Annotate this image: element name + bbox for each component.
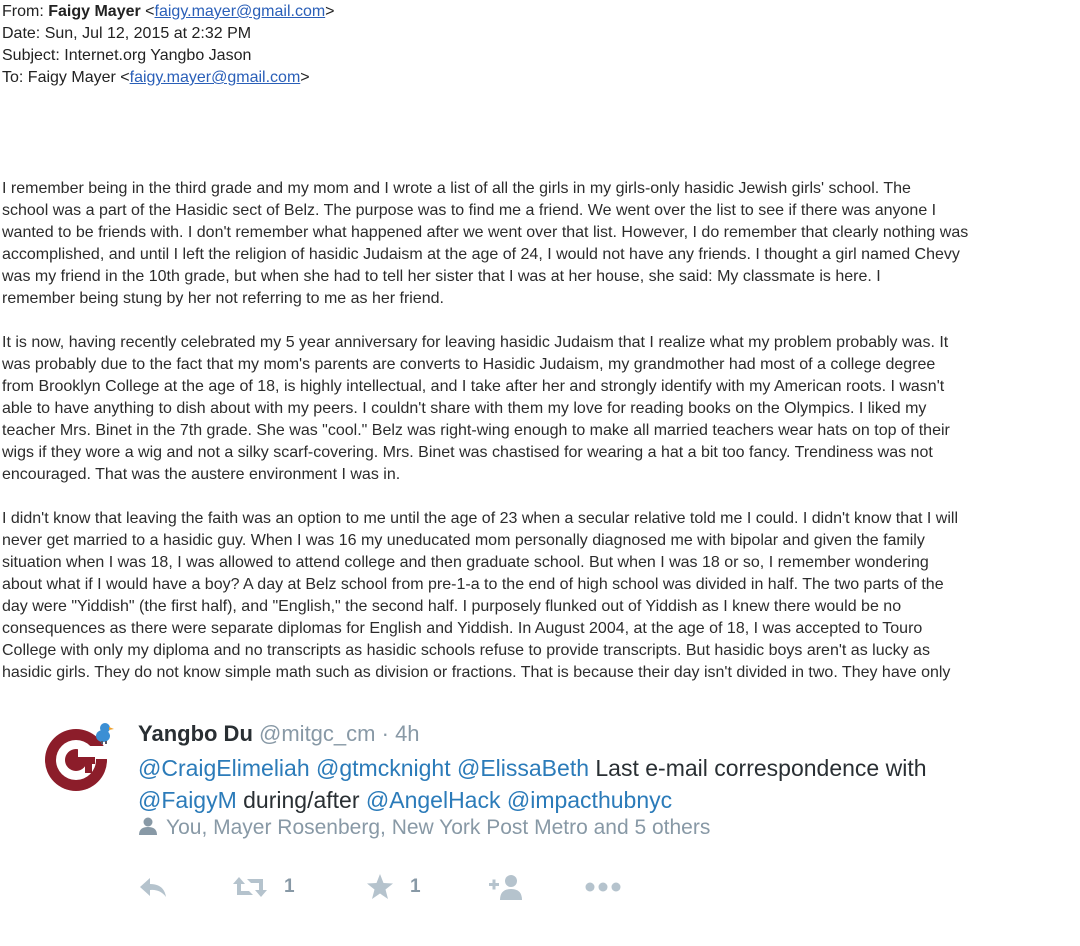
mention-link[interactable]: @FaigyM (138, 787, 237, 813)
tweet-card (0, 684, 1080, 946)
header-separator: · (381, 721, 389, 746)
tweet-text-segment: during/after (243, 787, 360, 813)
tweet-header (138, 720, 420, 748)
body-line: able to have anything to dish about with my peers. I couldn't share with them my love for reading books on the Olympics. I liked my (2, 400, 927, 417)
body-line: accomplished, and until I left the religion of hasidic Judaism at the age of 24, I would not have any friends. I thought a girl named Chevy (2, 246, 960, 263)
mention-link[interactable]: @CraigElimeliah (138, 755, 310, 781)
body-line: day were "Yiddish" (the first half), and "English," the second half. I purposely flunked out of Yiddish as I knew there would be no (2, 598, 902, 615)
from-address-link[interactable]: faigy.mayer@gmail.com (154, 3, 326, 20)
body-line: from Brooklyn College at the age of 18, is highly intellectual, and I take after her and strongly identify with my American roots. I wasn't (2, 378, 945, 395)
body-line: encouraged. That was the austere environment I was in. (2, 466, 401, 483)
retweet-count: 1 (284, 876, 295, 897)
body-line: I didn't know that leaving the faith was an option to me until the age of 23 when a secular relative told me I could. I didn't know that I will (2, 510, 958, 527)
tweet-context-line[interactable] (138, 814, 710, 842)
mention-link[interactable]: @impacthubnyc (506, 787, 673, 813)
body-line: was probably due to the fact that my mom's parents are converts to Hasidic Judaism, my grandmother had most of a college degree (2, 356, 936, 373)
email-paragraph-3 (2, 508, 1078, 684)
to-open-bracket: < (120, 69, 130, 86)
tweet-text-segment: Last e-mail correspondence with (595, 755, 927, 781)
from-close-bracket: > (325, 3, 335, 20)
email-paragraph-2 (2, 332, 1078, 486)
to-address-link[interactable]: faigy.mayer@gmail.com (129, 69, 301, 86)
body-line: about what if I would have a boy? A day at Belz school from pre-1-a to the end of high school was divided in half. The two parts of the (2, 576, 944, 593)
to-close-bracket: > (300, 69, 310, 86)
body-line: remember being stung by her not referring to me as her friend. (2, 290, 444, 307)
bird-badge-icon (92, 720, 114, 744)
more-dots-icon (584, 881, 622, 893)
email-to-row (2, 68, 310, 88)
favorite-count: 1 (410, 876, 421, 897)
mention-link[interactable]: @gtmcknight (316, 755, 451, 781)
body-line: hasidic girls. They do not know simple math such as division or fractions. That is because their day isn't divided in two. They have only (2, 664, 951, 681)
body-line: I remember being in the third grade and my mom and I wrote a list of all the girls in my girls-only hasidic Jewish girls' school. The (2, 180, 911, 197)
email-paragraph-1 (2, 178, 1078, 310)
follow-button[interactable] (488, 872, 524, 902)
email-from-row (2, 2, 335, 22)
body-line: It is now, having recently celebrated my 5 year anniversary for leaving hasidic Judaism that I realize what my problem probably was. It (2, 334, 949, 351)
from-open-bracket: < (145, 3, 155, 20)
body-line: school was a part of the Hasidic sect of Belz. The purpose was to find me a friend. We went over the list to see if there was anyone I (2, 202, 937, 219)
to-label: To: (2, 69, 24, 86)
star-icon (366, 873, 394, 901)
body-line: College with only my diploma and no transcripts as hasidic schools refuse to provide transcripts. But hasidic boys aren't as lucky as (2, 642, 930, 659)
favorite-button[interactable] (366, 872, 421, 902)
to-name: Faigy Mayer (27, 69, 116, 86)
tweet-context-text: You, Mayer Rosenberg, New York Post Metro and 5 others (166, 816, 711, 839)
date-value: Sun, Jul 12, 2015 at 2:32 PM (44, 25, 252, 42)
mention-link[interactable]: @AngelHack (365, 787, 501, 813)
body-line: consequences as there were separate diplomas for English and Yiddish. In August 2004, at the age of 18, I was accepted to Touro (2, 620, 923, 637)
body-line: was my friend in the 10th grade, but when she had to tell her sister that I was at her house, she said: My classmate is here. I (2, 268, 881, 285)
email-subject-row (2, 46, 251, 66)
email-date-row (2, 24, 251, 44)
retweet-icon (232, 874, 268, 900)
retweet-button[interactable] (232, 872, 295, 902)
author-handle[interactable]: @mitgc_cm (259, 721, 376, 746)
body-line: wigs if they wore a wig and not a silky scarf-covering. Mrs. Binet was chastised for wearing a hat a bit too fancy. Trendiness was not (2, 444, 933, 461)
body-line: teacher Mrs. Binet in the 7th grade. She was "cool." Belz was right-wing enough to make all married teachers wear hats on top of their (2, 422, 950, 439)
reply-icon (138, 875, 168, 899)
mention-link[interactable]: @ElissaBeth (456, 755, 589, 781)
date-label: Date: (2, 25, 41, 42)
add-user-icon (488, 873, 524, 901)
author-name[interactable]: Yangbo Du (138, 721, 253, 746)
subject-value: Internet.org Yangbo Jason (64, 47, 252, 64)
body-line: never get married to a hasidic guy. When I was 16 my uneducated mom personally diagnosed me with bipolar and given the family (2, 532, 925, 549)
subject-label: Subject: (2, 47, 60, 64)
from-name: Faigy Mayer (48, 3, 141, 20)
more-options-button[interactable] (584, 872, 622, 902)
from-label: From: (2, 3, 44, 20)
reply-button[interactable] (138, 872, 168, 902)
tweet-timestamp[interactable]: 4h (395, 721, 420, 746)
tweet-text (138, 752, 1038, 816)
body-line: situation when I was 18, I was allowed to attend college and then graduate school. But when I was 18 or so, I remember wondering (2, 554, 929, 571)
body-line: wanted to be friends with. I don't remember what happened after we went over that list. However, I do remember that clearly nothing was (2, 224, 969, 241)
user-icon (138, 816, 158, 836)
